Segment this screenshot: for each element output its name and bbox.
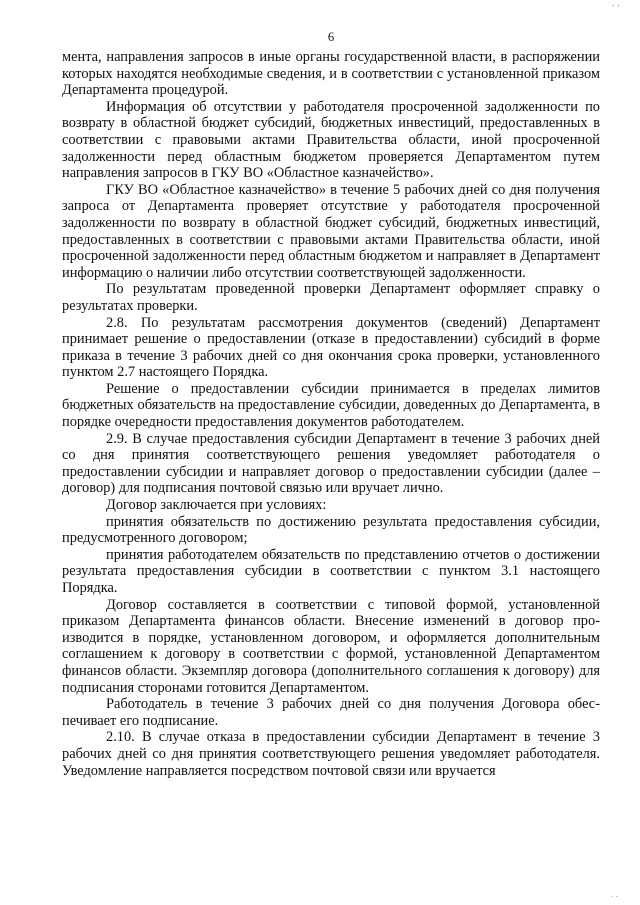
- paragraph: ГКУ ВО «Областное казначейство» в течение 5 рабочих дней со дня получения запроса от Департамента проверяет отсутствие у работодателя просроченной задолженности по возврату в областной бюджет субсидий, бюджетных инвестиций, предоставленных в соответствии с правовыми актами Правительства области, иной просроченной задолженности перед областным бюджетом и направляет в Департамент информацию о наличии либо отсутствии соответствующей задолженности.: [62, 181, 600, 281]
- paragraph: принятия работодателем обязательств по представлению отчетов о достижении результата предоставления субсидии в соответствии с пунктом 3.1 настоящего Порядка.: [62, 546, 600, 596]
- page-number: 6: [327, 30, 335, 44]
- paragraph: Решение о предоставлении субсидии принимается в пределах лимитов бюджетных обязательств на предоставление субсидии, доведенных до Департамента, в порядке очередности предоставления документов работодателем.: [62, 380, 600, 431]
- paragraph: 2.8. По результатам рассмотрения документов (сведений) Департамент принимает решение о предоставлении (отказе в предоставлении) субсидий в форме приказа в течение 3 рабочих дней со дня окончания срока проверки, установленного пунктом 2.7 настоящего Порядка.: [62, 314, 600, 381]
- paragraph: 2.9. В случае предоставления субсидии Департамент в течение 3 рабочих дней со дня принятия соответствующего решения уведомляет работодателя о предоставлении субсидии и направляет договор о предоставлении субсидии (далее – договор) для подписания почтовой связью или вручает лично.: [62, 430, 600, 497]
- paragraph: Работодатель в течение 3 рабочих дней со дня получения Договора обеспечивает его подписание.: [62, 696, 600, 729]
- paragraph: мента, направления запросов в иные органы государственной власти, в распоряжении которых находятся необходимые сведения, и в соответствии с установленной приказом Департамента процедурой.: [62, 49, 600, 99]
- document-body: [62, 49, 600, 779]
- corner-mark-bottom: . .: [611, 889, 618, 899]
- paragraph: Договор заключается при условиях:: [106, 497, 327, 514]
- paragraph: По результатам проведенной проверки Департамент оформляет справку о результатах проверки.: [62, 281, 600, 314]
- corner-mark-top: ʼ ʼ: [611, 3, 620, 13]
- paragraph: 2.10. В случае отказа в предоставлении субсидии Департамент в течение 3 рабочих дней со дня принятия соответствующего решения уведомляет работодателя. Уведомление направляется посредством почтовой связи или вручается: [62, 729, 600, 779]
- paragraph: Договор составляется в соответствии с типовой формой, установленной приказом Департамента финансов области. Внесение изменений в договор производится в порядке, установленном договором, и оформляется дополнительным соглашением к договору в соответствии с формой, установленной Департаментом финансов области. Экземпляр договора (дополнительного соглашения к договору) для подписания сторонами готовится Департаментом.: [62, 596, 600, 696]
- paragraph: Информация об отсутствии у работодателя просроченной задолженности по возврату в областной бюджет субсидий, бюджетных инвестиций, предоставленных в соответствии с правовыми актами Правительства области, иной просроченной задолженности перед областным бюджетом проверяется Департаментом путем направления запросов в ГКУ ВО «Областное казначейство».: [62, 98, 600, 182]
- paragraph: принятия обязательств по достижению результата предоставления субсидии, предусмотренного договором;: [62, 513, 600, 547]
